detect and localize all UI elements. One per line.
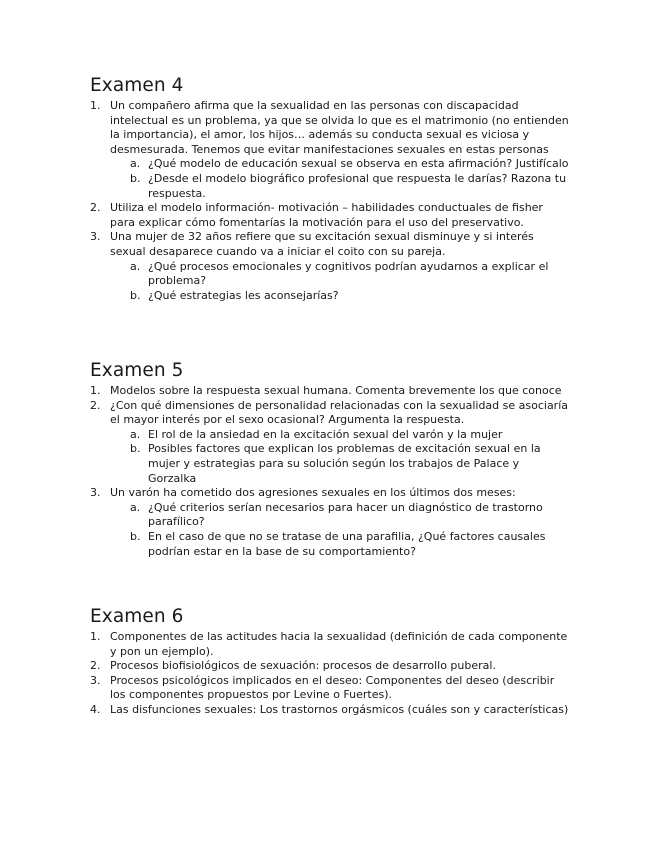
sub-question-letter: b.	[130, 288, 141, 302]
exam-title: Examen 4	[90, 75, 184, 96]
sub-question-text: ¿Desde el modelo biográfico profesional que respuesta le darías? Razona tu respuesta.	[148, 171, 567, 200]
question-item	[90, 399, 570, 428]
question-item	[90, 703, 570, 718]
exam-section-6	[90, 606, 570, 718]
question-text: Una mujer de 32 años refiere que su excitación sexual disminuye y si interés sexual desaparece cuando va a iniciar el coito con su pareja.	[110, 230, 534, 258]
sub-question-list	[90, 260, 570, 304]
question-number: 3.	[90, 230, 101, 244]
question-number: 3.	[90, 486, 101, 500]
sub-question-text: ¿Qué procesos emocionales y cognitivos podrían ayudarnos a explicar el problema?	[148, 259, 549, 288]
question-item	[90, 230, 570, 259]
question-item	[90, 201, 570, 230]
question-item	[90, 384, 570, 399]
sub-question-item	[90, 289, 570, 304]
sub-question-text: ¿Qué modelo de educación sexual se observa en esta afirmación? Justifícalo	[148, 157, 569, 171]
question-number: 1.	[90, 630, 101, 643]
question-item	[90, 99, 570, 157]
sub-question-text: En el caso de que no se tratase de una parafilia, ¿Qué factores causales podrían estar en la base de su comportamiento?	[148, 529, 546, 558]
sub-question-letter: a.	[130, 157, 141, 171]
question-number: 2.	[90, 201, 101, 215]
question-text: Procesos psicológicos implicados en el deseo: Componentes del deseo (describir los componentes propuestos por Levine o Fuertes).	[110, 673, 555, 702]
question-number: 3.	[90, 673, 101, 687]
question-number: 1.	[90, 384, 101, 397]
sub-question-item	[90, 530, 570, 559]
sub-question-letter: b.	[130, 529, 141, 543]
sub-question-item	[90, 428, 570, 443]
question-number: 4.	[90, 702, 101, 716]
question-number: 2.	[90, 398, 101, 412]
sub-question-list	[90, 428, 570, 486]
question-text: ¿Con qué dimensiones de personalidad relacionadas con la sexualidad se asociaría el mayor interés por el sexo ocasional? Argumenta la respuesta.	[110, 398, 569, 427]
question-text: Procesos biofisiológicos de sexuación: procesos de desarrollo puberal.	[110, 659, 496, 673]
question-text: Un compañero afirma que la sexualidad en las personas con discapacidad intelectual es un problema, ya que se olvida lo que es el matrimonio (no entienden la importancia), el amor, los hijos… además su conducta sexual es viciosa y desmesurada. Tenemos que evitar manifestaciones sexuales en estas personas	[110, 99, 569, 156]
sub-question-text: ¿Qué criterios serían necesarios para hacer un diagnóstico de trastorno parafílico?	[148, 500, 543, 529]
exam-title: Examen 5	[90, 360, 184, 381]
sub-question-text: Posibles factores que explican los problemas de excitación sexual en la mujer y estrategias para su solución según los trabajos de Palace y Gorzalka	[148, 442, 541, 485]
sub-question-letter: a.	[130, 427, 141, 441]
sub-question-item	[90, 260, 570, 289]
sub-question-letter: a.	[130, 500, 141, 514]
question-item	[90, 659, 570, 674]
question-list	[90, 384, 570, 559]
question-list	[90, 630, 570, 718]
exam-section-4	[90, 75, 570, 303]
question-list	[90, 99, 570, 303]
question-text: Un varón ha cometido dos agresiones sexuales en los últimos dos meses:	[110, 486, 516, 500]
sub-question-list	[90, 157, 570, 201]
question-number: 2.	[90, 659, 101, 673]
sub-question-list	[90, 501, 570, 559]
sub-question-text: ¿Qué estrategias les aconsejarías?	[148, 288, 339, 302]
question-text: Modelos sobre la respuesta sexual humana. Comenta brevemente los que conoce	[110, 384, 562, 397]
question-item	[90, 630, 570, 659]
sub-question-letter: b.	[130, 171, 141, 185]
sub-question-item	[90, 172, 570, 201]
sub-question-letter: b.	[130, 442, 141, 456]
exam-title: Examen 6	[90, 606, 184, 627]
question-text: Utiliza el modelo información- motivación – habilidades conductuales de fisher para explicar cómo fomentarías la motivación para el uso del preservativo.	[110, 201, 543, 229]
sub-question-letter: a.	[130, 259, 141, 273]
sub-question-item	[90, 442, 570, 486]
question-item	[90, 674, 570, 703]
question-number: 1.	[90, 99, 101, 112]
sub-question-text: El rol de la ansiedad en la excitación sexual del varón y la mujer	[148, 427, 503, 441]
question-text: Las disfunciones sexuales: Los trastornos orgásmicos (cuáles son y características)	[110, 702, 569, 716]
question-text: Componentes de las actitudes hacia la sexualidad (definición de cada componente y pon un ejemplo).	[110, 630, 568, 658]
question-item	[90, 486, 570, 501]
sub-question-item	[90, 157, 570, 172]
sub-question-item	[90, 501, 570, 530]
exam-section-5	[90, 360, 570, 559]
